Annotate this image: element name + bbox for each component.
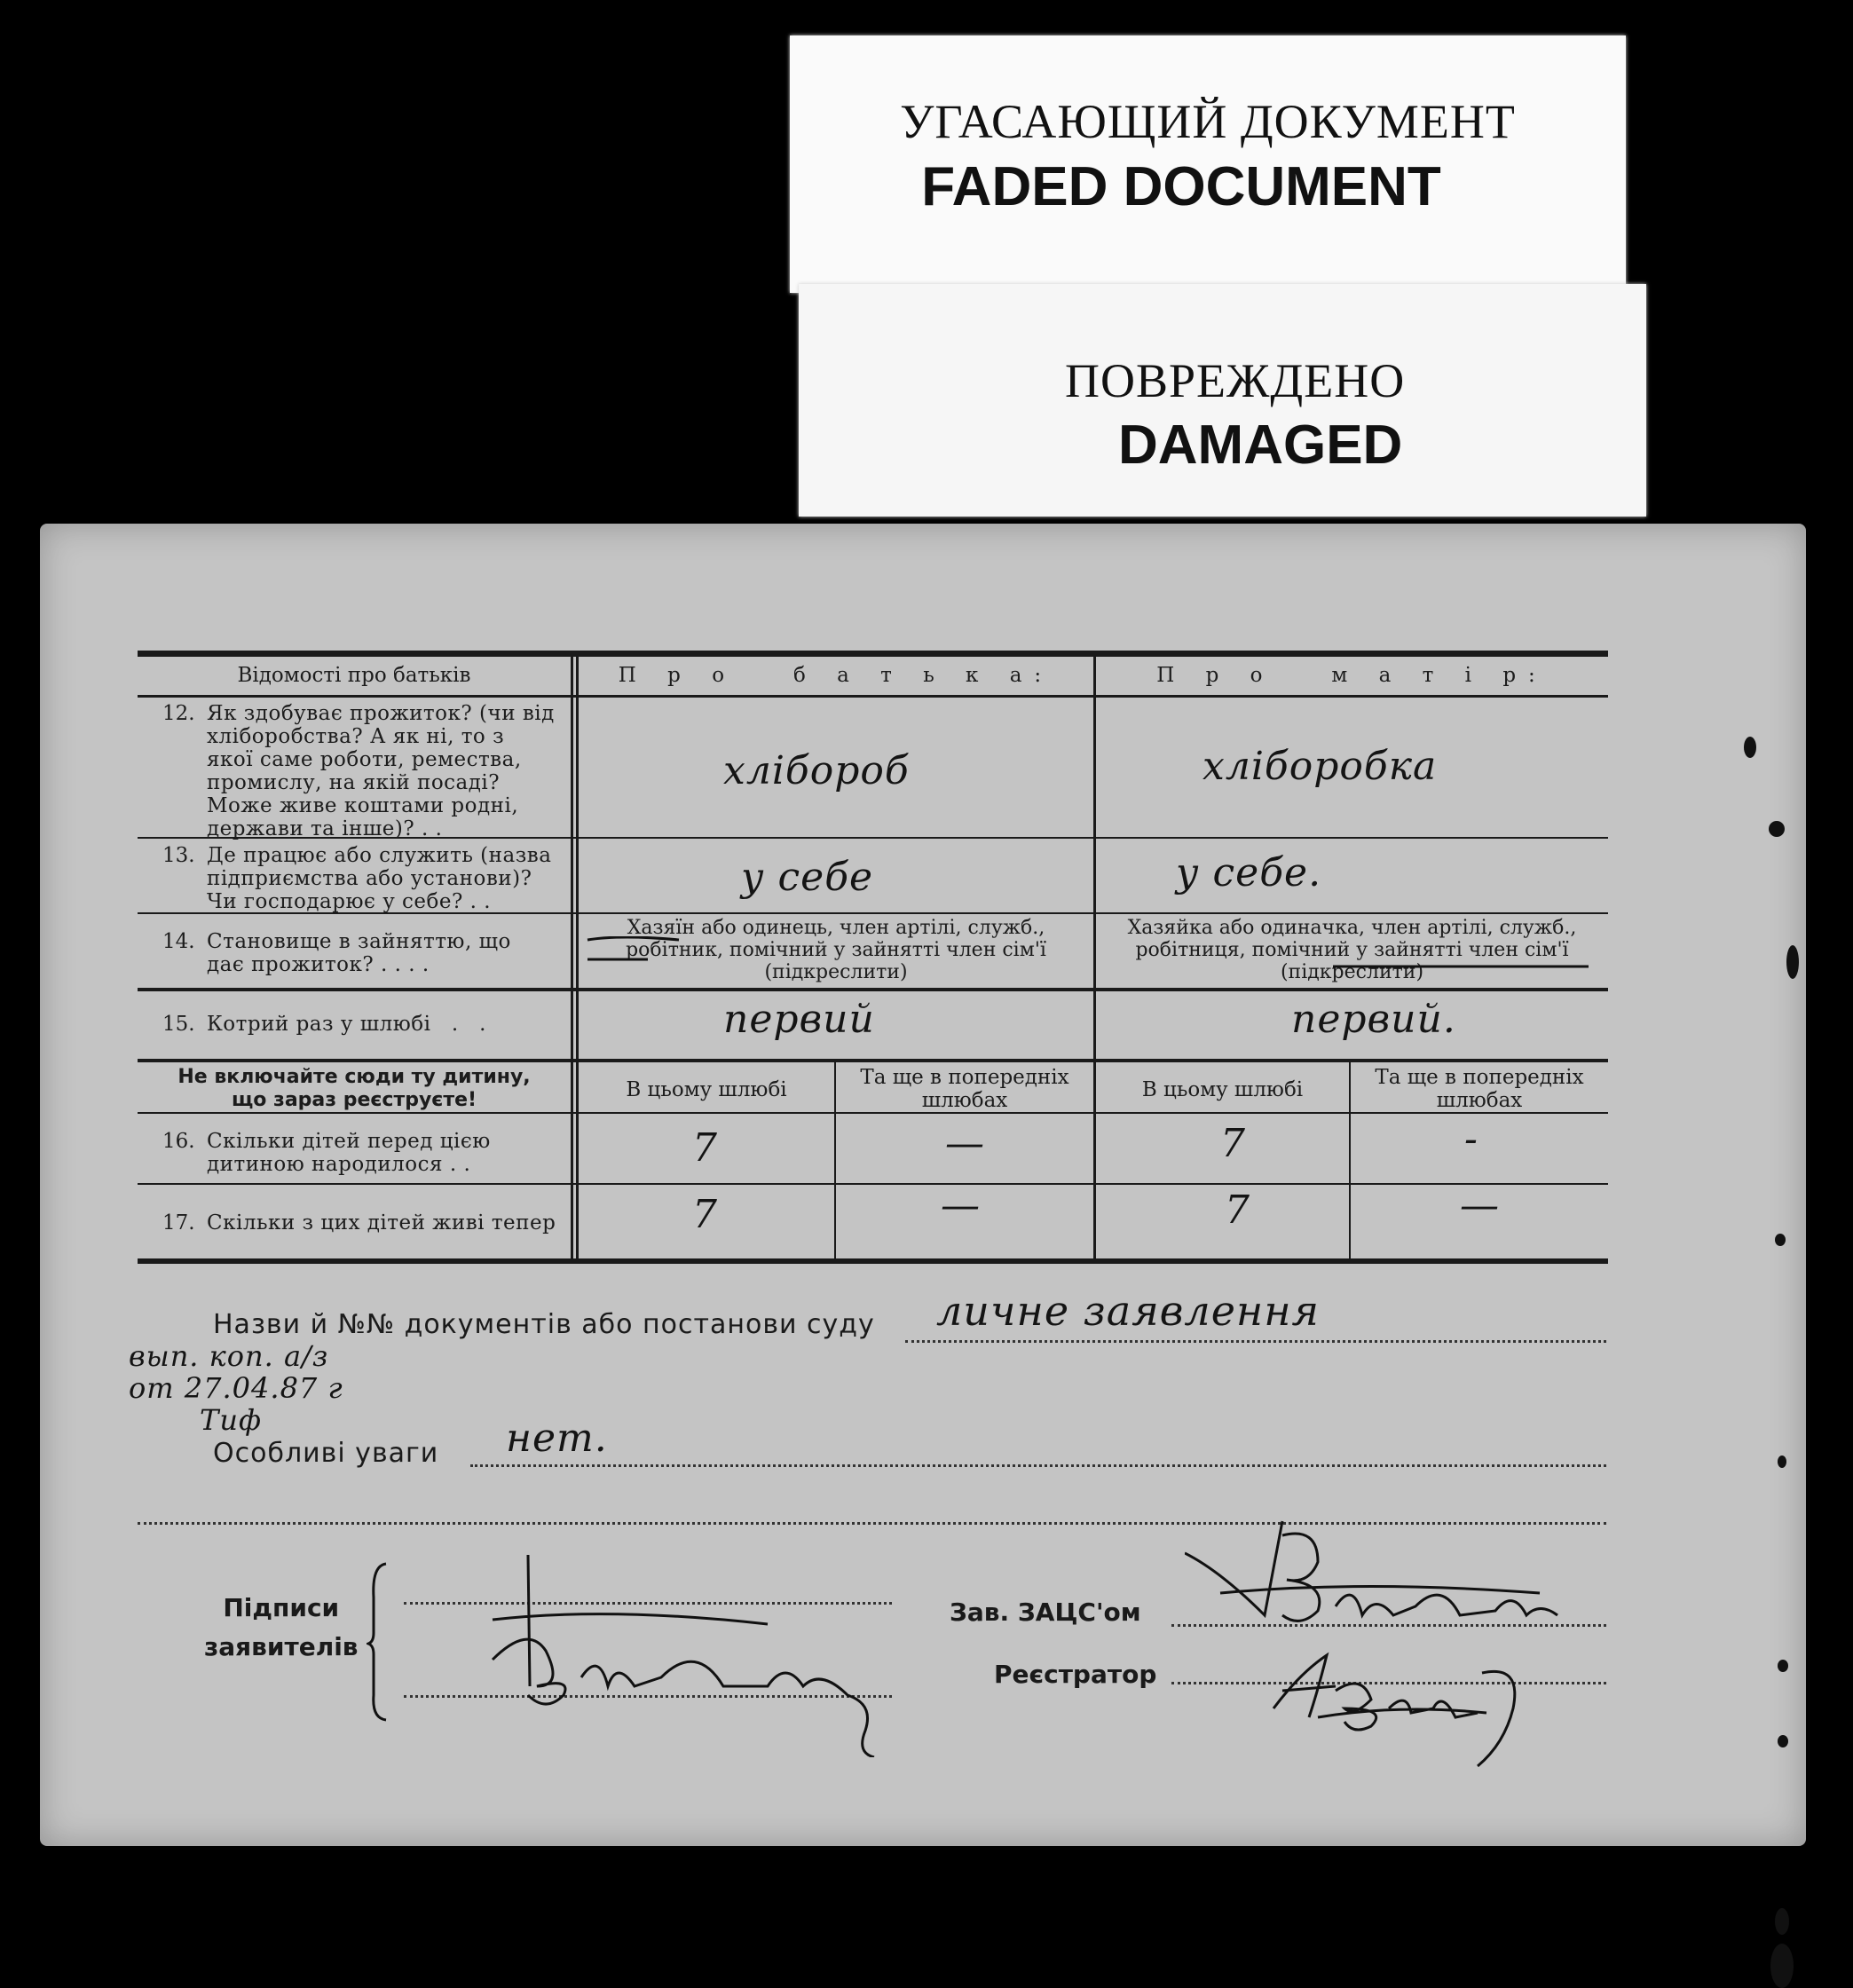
row-rule (138, 1059, 1608, 1062)
binding-hole (1770, 1944, 1794, 1988)
faded-document-label (790, 36, 1626, 293)
q13-father-answer: у себе (741, 855, 874, 900)
binding-hole (1744, 737, 1756, 758)
q16-text: Скільки дітей перед цією дитиною народилося . . (207, 1130, 491, 1176)
faded-label-ru: УГАСАЮЩИЙ ДОКУМЕНТ (900, 95, 1516, 148)
col-divider (571, 657, 573, 1258)
mother-prev-marriages: Та ще в попередніх шлюбах (1375, 1066, 1584, 1112)
q13-mother-answer: у себе. (1176, 850, 1322, 895)
children-note: Не включайте сюди ту дитину, що зараз реєструєте! (177, 1066, 531, 1111)
q13-number: 13. (162, 844, 195, 867)
zags-head-label: Зав. ЗАЦС'ом (950, 1598, 1141, 1627)
q12-father-answer: хлібороб (723, 748, 910, 793)
remarks-line (470, 1464, 1606, 1467)
binding-hole (1775, 1234, 1786, 1246)
zags-head-signature (1185, 1518, 1575, 1633)
father-prev-marriages: Та ще в попередніх шлюбах (860, 1066, 1069, 1112)
remarks-value: нет. (506, 1416, 608, 1461)
binding-hole (1769, 821, 1785, 837)
applicant-signature (430, 1553, 892, 1757)
parents-info-table (138, 651, 1608, 1274)
header-about-mother: П р о м а т і р: (1156, 664, 1548, 687)
q14-father-options: Хазяїн або одинець, член артілі, служб., робітник, помічний у зайнятті член сім'ї (підкреслити) (626, 917, 1046, 983)
q16-father-prev: — (945, 1121, 985, 1166)
remarks-label: Особливі уваги (213, 1438, 439, 1469)
margin-note: вып. коп. а/з от 27.04.87 г Тиф (129, 1339, 343, 1437)
q16-number: 16. (162, 1130, 195, 1153)
q13-text: Де працює або служить (назва підприємства або установи)? Чи господарює у себе? . . (207, 844, 552, 913)
brace-icon (367, 1562, 393, 1722)
q17-mother-prev: — (1460, 1183, 1500, 1228)
q17-number: 17. (162, 1211, 195, 1235)
q12-text: Як здобуває прожиток? (чи від хліборобства? А як ні, то з якої саме роботи, ремества, промислу, на якій посаді? Може живе коштами родні, держави та інше)? . . (207, 702, 555, 840)
damaged-label-en: DAMAGED (1118, 414, 1403, 476)
q16-father-this: 7 (692, 1125, 718, 1171)
registration-form-page (40, 524, 1806, 1846)
q17-text: Скільки з цих дітей живі тепер (207, 1211, 556, 1235)
damaged-document-label (799, 284, 1646, 517)
q16-mother-this: 7 (1220, 1121, 1246, 1166)
table-top-rule (138, 651, 1608, 657)
q15-mother-answer: первий. (1291, 997, 1456, 1042)
binding-hole (1786, 945, 1799, 979)
q14-mother-options: Хазяйка або одиначка, член артілі, служб., робітниця, помічний у зайнятті член сім'ї (підкреслити) (1127, 917, 1577, 983)
q16-mother-prev: - (1464, 1116, 1478, 1162)
q17-father-prev: — (941, 1183, 981, 1228)
father-this-marriage: В цьому шлюбі (626, 1078, 787, 1101)
q17-father-this: 7 (692, 1192, 718, 1237)
row-rule (138, 1112, 1608, 1114)
underline-mark (586, 936, 683, 963)
q12-mother-answer: хліборобка (1202, 744, 1438, 789)
row-rule (138, 1183, 1608, 1185)
registrar-label: Реєстратор (994, 1660, 1157, 1689)
header-rule (138, 695, 1608, 698)
q14-number: 14. (162, 930, 195, 953)
binding-hole (1775, 1908, 1789, 1935)
q17-mother-this: 7 (1225, 1187, 1250, 1233)
binding-hole (1778, 1456, 1786, 1468)
binding-hole (1778, 1660, 1788, 1672)
signatures-label: Підписи заявителів (204, 1593, 359, 1661)
q12-number: 12. (162, 702, 195, 725)
header-parents-info: Відомості про батьків (237, 664, 471, 687)
registrar-signature (1265, 1637, 1584, 1771)
q15-father-answer: первий (723, 997, 875, 1042)
q15-number: 15. (162, 1013, 195, 1036)
mother-this-marriage: В цьому шлюбі (1141, 1078, 1304, 1101)
table-bottom-rule (138, 1258, 1608, 1264)
q14-text: Становище в зайняттю, що дає прожиток? . . . . (207, 930, 511, 976)
binding-hole (1778, 1735, 1788, 1747)
damaged-label-ru: ПОВРЕЖДЕНО (1065, 354, 1406, 407)
documents-label: Назви й №№ документів або постанови суду (213, 1309, 875, 1340)
faded-label-en: FADED DOCUMENT (921, 156, 1441, 217)
q15-text: Котрий раз у шлюбі . . (207, 1013, 486, 1036)
row-rule (138, 988, 1608, 991)
underline-mark (1331, 961, 1597, 972)
documents-line (905, 1340, 1606, 1343)
header-about-father: П р о б а т ь к а: (618, 664, 1054, 687)
documents-value: личне заявлення (936, 1287, 1320, 1335)
